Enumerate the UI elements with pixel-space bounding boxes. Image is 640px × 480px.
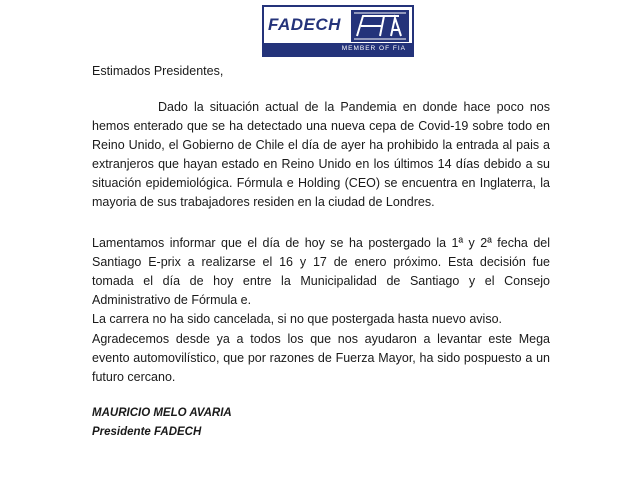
paragraph-postponement: Lamentamos informar que el día de hoy se ha postergado la 1ª y 2ª fecha del Santiago E-prix a realizarse el 16 y 17 de enero próximo. Esta decisión fue tomada el día de hoy entre la Municipalidad de Santiago y el Consejo Administrativo de Fórmula e.: [92, 236, 550, 307]
logo-top: [264, 7, 412, 45]
paragraph-pandemic: Dado la situación actual de la Pandemia en donde hace poco nos hemos enterado que se ha detectado una nueva cepa de Covid-19 sobre todo en Reino Unido, el Gobierno de Chile el día de ayer ha prohibido la entrada al pais a extranjeros que hayan estado en Reino Unido en los últimos 14 días debido a su situación epidemiológica. Fórmula e Holding (CEO) se encuentra en Inglaterra, la mayoria de sus trabajadores residen en la ciudad de Londres.: [92, 100, 550, 209]
fia-emblem-icon: [351, 10, 409, 42]
paragraph-thanks: Agradecemos desde ya a todos los que nos ayudaron a levantar este Mega evento automovilístico, que por razones de Fuerza Mayor, ha sido pospuesto a un futuro cercano.: [92, 332, 550, 384]
paragraph-not-cancelled: La carrera no ha sido cancelada, si no que postergada hasta nuevo aviso.: [92, 312, 502, 326]
signature-title: Presidente FADECH: [92, 426, 202, 438]
logo-brand-text: FADECH: [268, 15, 341, 34]
greeting: Estimados Presidentes,: [92, 64, 224, 78]
signature-name: MAURICIO MELO AVARIA: [92, 407, 232, 419]
fadech-logo: [262, 5, 414, 57]
logo-member-band: MEMBER OF FIA: [264, 43, 412, 55]
